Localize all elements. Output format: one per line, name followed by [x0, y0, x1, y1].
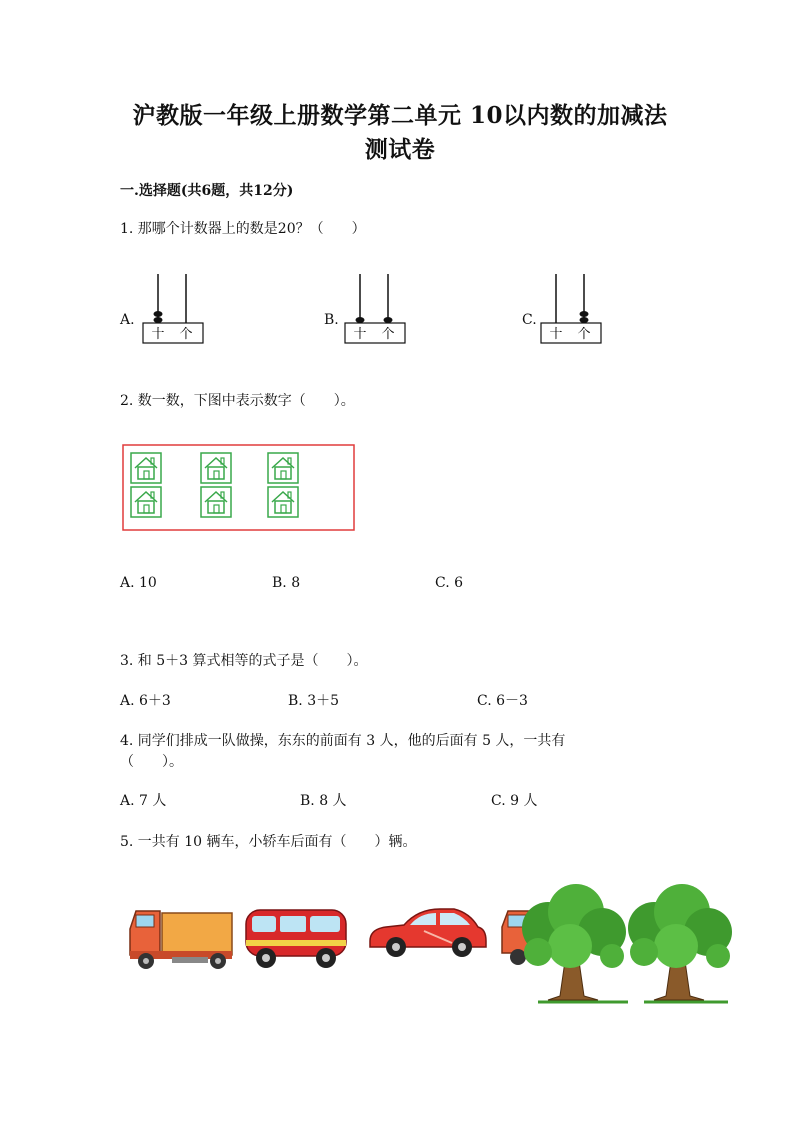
q4-option-a[interactable]: A. 7 人 [120, 793, 167, 809]
question-4-line1: 4. 同学们排成一队做操，东东的前面有 3 人，他的后面有 5 人，一共有 [120, 733, 566, 749]
bus-image [244, 906, 348, 972]
q1-abacus-b[interactable] [342, 270, 408, 346]
q1-option-b-label: B. [324, 312, 339, 328]
svg-text:十: 十 [549, 327, 563, 342]
q3-option-a[interactable]: A. 6＋3 [120, 693, 171, 709]
car-image [366, 905, 488, 961]
house-icon [268, 453, 298, 483]
q4-option-b[interactable]: B. 8 人 [300, 793, 347, 809]
trees-image [518, 884, 736, 1006]
svg-text:个: 个 [577, 327, 591, 342]
q1-abacus-c[interactable] [538, 270, 604, 346]
q2-house-frame [122, 444, 356, 532]
question-1: 1. 那哪个计数器上的数是20？（ ） [120, 221, 366, 237]
q1-abacus-a[interactable] [140, 270, 206, 346]
q3-option-b[interactable]: B. 3＋5 [288, 693, 340, 709]
question-3: 3. 和 5＋3 算式相等的式子是（ ）。 [120, 653, 368, 669]
section-heading: 一.选择题(共6题，共12分) [120, 183, 294, 199]
svg-text:个: 个 [381, 327, 395, 342]
question-2: 2. 数一数，下图中表示数字（ ）。 [120, 393, 355, 409]
q1-option-c-label: C. [522, 312, 537, 328]
question-5: 5. 一共有 10 辆车，小轿车后面有（ ）辆。 [120, 834, 417, 850]
house-icon [201, 487, 231, 517]
q1-option-a-label: A. [120, 312, 135, 328]
truck-image [128, 905, 234, 971]
abacus-tens-label: 十 [151, 327, 165, 342]
svg-text:十: 十 [353, 327, 367, 342]
question-4-line2: （ ）。 [120, 754, 183, 770]
page-title-line2: 测试卷 [364, 136, 436, 163]
house-icon [131, 487, 161, 517]
house-icon [201, 453, 231, 483]
page-title-line1: 沪教版一年级上册数学第二单元 10以内数的加减法 [132, 102, 668, 129]
q3-option-c[interactable]: C. 6－3 [477, 693, 528, 709]
q2-option-a[interactable]: A. 10 [120, 575, 157, 591]
house-icon [268, 487, 298, 517]
q2-option-c[interactable]: C. 6 [435, 575, 464, 591]
q4-option-c[interactable]: C. 9 人 [491, 793, 538, 809]
house-icon [131, 453, 161, 483]
abacus-ones-label: 个 [179, 327, 193, 342]
q2-option-b[interactable]: B. 8 [272, 575, 301, 591]
